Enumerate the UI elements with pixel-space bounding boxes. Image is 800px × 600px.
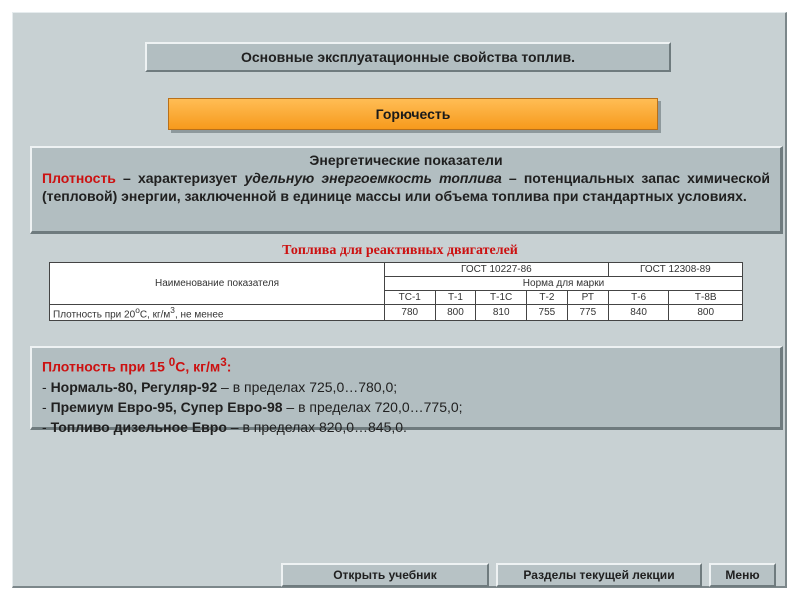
item-name: Топливо дизельное Евро bbox=[50, 418, 227, 435]
open-textbook-button[interactable]: Открыть учебник bbox=[281, 563, 489, 587]
density-rest: – потенциальных запас химической (тепловой) энергии, заключенной в единице массы или объема топлива при стандартных условиях. bbox=[42, 170, 770, 204]
row-label-text: Плотность при 20 bbox=[53, 309, 136, 321]
grade-header: Т-2 bbox=[526, 291, 567, 305]
gost-12308-header: ГОСТ 12308-89 bbox=[608, 263, 742, 277]
item-name: Премиум Евро-95, Супер Евро-98 bbox=[50, 398, 283, 415]
grade-header: Т-8В bbox=[669, 291, 743, 305]
gost-10227-header: ГОСТ 10227-86 bbox=[385, 263, 609, 277]
grade-header: РТ bbox=[567, 291, 608, 305]
list-item bbox=[42, 377, 770, 397]
grade-header: Т-1С bbox=[476, 291, 527, 305]
page-title-text: Основные эксплуатационные свойства топлив. bbox=[240, 49, 575, 65]
section-title-text: Горючесть bbox=[375, 106, 451, 122]
table-cell: 840 bbox=[608, 305, 669, 321]
item-range: – в пределах 720,0…775,0; bbox=[282, 398, 463, 415]
grade-header: Т-1 bbox=[435, 291, 476, 305]
norm-header: Норма для марки bbox=[385, 277, 743, 291]
list-item bbox=[42, 417, 770, 437]
list-item bbox=[42, 397, 770, 417]
density-15c-title-end: : bbox=[226, 358, 232, 375]
item-prefix: - bbox=[42, 398, 51, 415]
param-header: Наименование показателя bbox=[50, 263, 385, 305]
density-15c-title-sup: 0 bbox=[168, 356, 176, 369]
lecture-sections-button[interactable]: Разделы текущей лекции bbox=[496, 563, 702, 587]
density-15c-title-mid: С, кг/м bbox=[175, 358, 221, 375]
table-cell: 800 bbox=[669, 305, 743, 321]
item-prefix: - bbox=[42, 378, 51, 395]
density-15c-title-sup2: 3 bbox=[220, 356, 227, 369]
table-cell: 775 bbox=[567, 305, 608, 321]
jet-fuel-density-table bbox=[49, 262, 743, 321]
table-row bbox=[50, 305, 743, 321]
item-range: – в пределах 725,0…780,0; bbox=[217, 378, 398, 395]
jet-fuel-table-title: Топлива для реактивных двигателей bbox=[282, 243, 518, 258]
density-italic: удельную энергоемкость топлива bbox=[244, 170, 502, 186]
density-15c-title-text: Плотность при 15 bbox=[42, 358, 169, 375]
density-term: Плотность bbox=[42, 170, 116, 186]
menu-button[interactable]: Меню bbox=[709, 563, 776, 587]
item-name: Нормаль-80, Регуляр-92 bbox=[50, 378, 218, 395]
row-label bbox=[50, 305, 385, 321]
density-15c-panel bbox=[30, 346, 783, 435]
section-title-flammability bbox=[168, 98, 658, 130]
item-prefix: - bbox=[42, 418, 51, 435]
grade-header: Т-6 bbox=[608, 291, 669, 305]
row-label-sup2: 3 bbox=[170, 305, 175, 315]
energy-indicators-heading: Энергетические показатели bbox=[309, 152, 503, 168]
energy-indicators-panel bbox=[30, 146, 783, 234]
page-title bbox=[145, 42, 671, 72]
grade-header: ТС-1 bbox=[385, 291, 436, 305]
table-cell: 780 bbox=[385, 305, 436, 321]
table-cell: 755 bbox=[526, 305, 567, 321]
density-15c-title bbox=[42, 353, 770, 377]
density-dash: – характеризует bbox=[115, 170, 245, 186]
density-definition bbox=[42, 169, 770, 205]
row-label-rest: С, кг/м bbox=[139, 309, 171, 321]
row-label-sup: о bbox=[135, 305, 140, 315]
row-label-end: , не менее bbox=[174, 309, 224, 321]
item-range: – в пределах 820,0…845,0. bbox=[226, 418, 407, 435]
table-cell: 810 bbox=[476, 305, 527, 321]
table-cell: 800 bbox=[435, 305, 476, 321]
